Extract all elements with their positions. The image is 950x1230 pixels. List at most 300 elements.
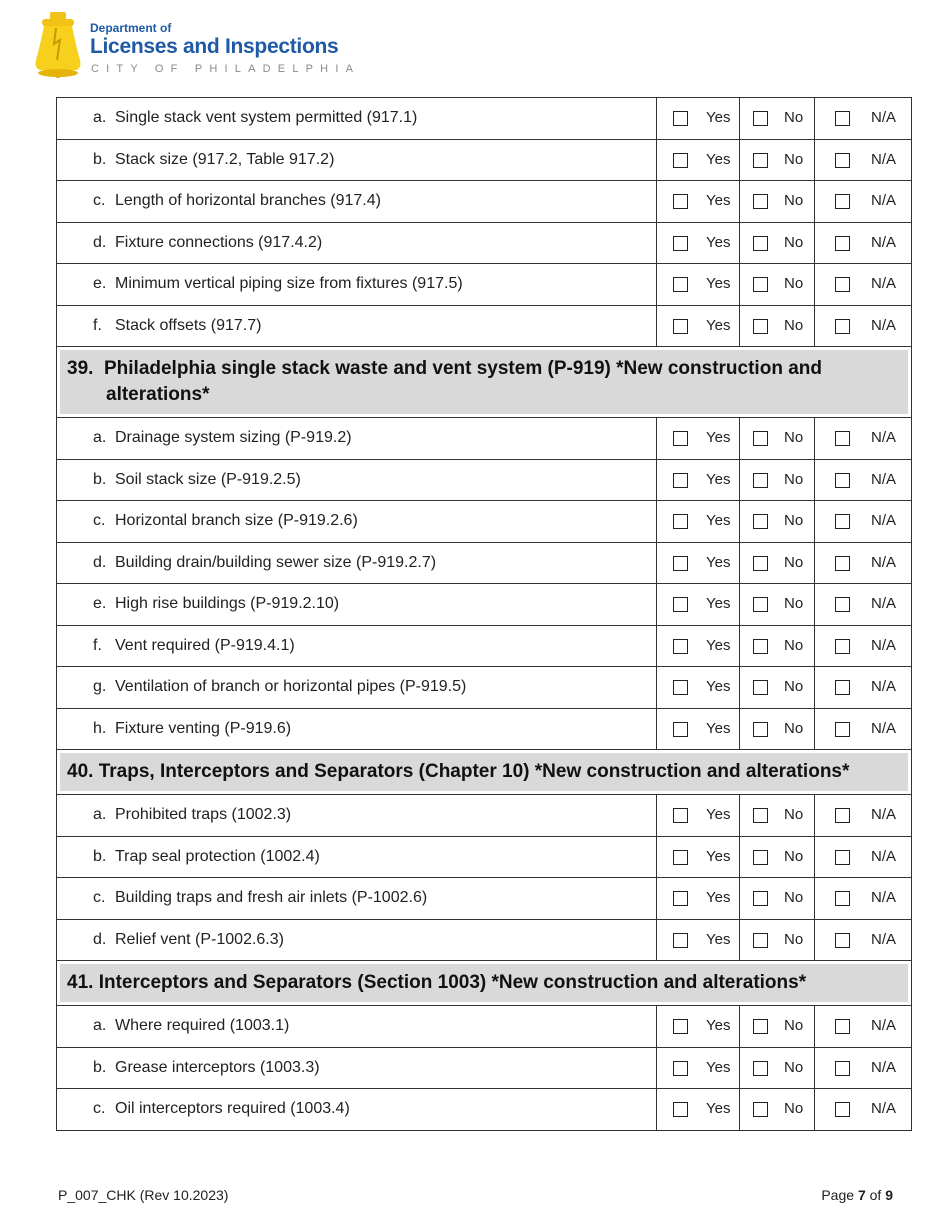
option-na-cell [815, 584, 912, 626]
option-yes-cell [657, 667, 740, 709]
no-label: No [784, 429, 804, 446]
no-checkbox[interactable] [753, 891, 768, 906]
checklist-row [57, 1006, 912, 1048]
item-text: Length of horizontal branches (917.4) [115, 192, 381, 210]
option-na-cell [815, 459, 912, 501]
na-checkbox[interactable] [835, 319, 850, 334]
no-checkbox[interactable] [753, 153, 768, 168]
yes-label: Yes [706, 806, 731, 823]
no-label: No [784, 678, 804, 695]
checklist-item [57, 584, 657, 626]
item-letter: e. [93, 595, 107, 613]
yes-label: Yes [706, 1017, 731, 1034]
yes-label: Yes [706, 233, 731, 251]
no-checkbox[interactable] [753, 194, 768, 209]
option-yes-cell [657, 98, 740, 140]
option-na-cell [815, 418, 912, 460]
yes-label: Yes [706, 595, 731, 612]
item-letter: d. [93, 233, 107, 251]
na-checkbox[interactable] [835, 111, 850, 126]
no-checkbox[interactable] [753, 111, 768, 126]
section-header-row [57, 347, 912, 418]
option-no-cell [740, 222, 815, 264]
item-letter: c. [93, 1100, 106, 1118]
no-checkbox[interactable] [753, 556, 768, 571]
department-logo [30, 10, 370, 80]
option-no-cell [740, 708, 815, 750]
item-letter: b. [93, 470, 107, 488]
item-letter: b. [93, 150, 107, 168]
checklist-row [57, 98, 912, 140]
item-text: Building drain/building sewer size (P-919.2.7) [115, 553, 437, 571]
yes-checkbox[interactable] [673, 277, 688, 292]
item-text: Oil interceptors required (1003.4) [115, 1100, 350, 1118]
no-label: No [784, 470, 804, 488]
na-checkbox[interactable] [835, 514, 850, 529]
yes-label: Yes [706, 930, 731, 948]
item-text: Building traps and fresh air inlets (P-1002.6) [115, 889, 428, 907]
option-na-cell [815, 139, 912, 181]
yes-label: Yes [706, 470, 731, 488]
form-id: P_007_CHK (Rev 10.2023) [58, 1187, 229, 1203]
na-label: N/A [871, 889, 897, 906]
option-na-cell [815, 98, 912, 140]
section-header-cell [57, 347, 912, 418]
yes-checkbox[interactable] [673, 473, 688, 488]
logo-line-department: Department of [90, 21, 172, 35]
yes-checkbox[interactable] [673, 236, 688, 251]
checklist-item [57, 98, 657, 140]
option-no-cell [740, 584, 815, 626]
yes-label: Yes [706, 553, 731, 571]
no-checkbox[interactable] [753, 319, 768, 334]
no-checkbox[interactable] [753, 722, 768, 737]
na-label: N/A [871, 930, 897, 948]
no-checkbox[interactable] [753, 1061, 768, 1076]
option-na-cell [815, 667, 912, 709]
item-text: Where required (1003.1) [115, 1017, 290, 1035]
no-label: No [784, 553, 804, 571]
na-label: N/A [871, 233, 897, 251]
item-letter: c. [93, 192, 106, 210]
option-na-cell [815, 222, 912, 264]
no-label: No [784, 930, 804, 948]
no-label: No [784, 636, 804, 654]
na-label: N/A [871, 678, 897, 695]
page-number [821, 1187, 893, 1203]
na-label: N/A [871, 470, 897, 488]
item-letter: c. [93, 889, 106, 907]
option-yes-cell [657, 878, 740, 920]
checklist-row [57, 584, 912, 626]
na-checkbox[interactable] [835, 808, 850, 823]
option-na-cell [815, 836, 912, 878]
option-yes-cell [657, 139, 740, 181]
na-checkbox[interactable] [835, 850, 850, 865]
no-label: No [784, 1100, 804, 1117]
item-text: Minimum vertical piping size from fixtures (917.5) [115, 275, 463, 293]
checklist-row [57, 264, 912, 306]
item-text: Horizontal branch size (P-919.2.6) [115, 512, 358, 530]
yes-label: Yes [706, 316, 731, 334]
yes-label: Yes [706, 636, 731, 654]
yes-checkbox[interactable] [673, 722, 688, 737]
checklist-item [57, 181, 657, 223]
na-checkbox[interactable] [835, 1061, 850, 1076]
option-no-cell [740, 418, 815, 460]
section-title: Traps, Interceptors and Separators (Chapter 10) *New construction and alterations* [98, 761, 850, 782]
yes-label: Yes [706, 719, 731, 737]
na-checkbox[interactable] [835, 1102, 850, 1117]
option-no-cell [740, 836, 815, 878]
section-number: 39. [67, 358, 94, 379]
option-no-cell [740, 264, 815, 306]
na-checkbox[interactable] [835, 680, 850, 695]
no-checkbox[interactable] [753, 431, 768, 446]
option-na-cell [815, 795, 912, 837]
checklist-row [57, 181, 912, 223]
yes-checkbox[interactable] [673, 431, 688, 446]
item-text: Vent required (P-919.4.1) [115, 636, 295, 654]
checklist-item [57, 667, 657, 709]
option-no-cell [740, 139, 815, 181]
section-number: 41. [67, 972, 94, 993]
option-yes-cell [657, 1089, 740, 1131]
no-checkbox[interactable] [753, 1102, 768, 1117]
na-label: N/A [871, 1058, 897, 1076]
checklist-item [57, 1006, 657, 1048]
na-label: N/A [871, 429, 897, 446]
yes-checkbox[interactable] [673, 153, 688, 168]
item-letter: c. [93, 512, 106, 530]
section-header [60, 350, 908, 414]
option-yes-cell [657, 836, 740, 878]
item-letter: f. [93, 636, 102, 654]
item-letter: h. [93, 719, 107, 737]
yes-checkbox[interactable] [673, 639, 688, 654]
na-label: N/A [871, 595, 897, 612]
na-label: N/A [871, 636, 897, 654]
no-checkbox[interactable] [753, 514, 768, 529]
na-checkbox[interactable] [835, 277, 850, 292]
yes-checkbox[interactable] [673, 680, 688, 695]
yes-checkbox[interactable] [673, 194, 688, 209]
na-checkbox[interactable] [835, 891, 850, 906]
option-na-cell [815, 878, 912, 920]
no-label: No [784, 150, 804, 168]
item-letter: a. [93, 806, 107, 824]
na-label: N/A [871, 275, 897, 292]
yes-label: Yes [706, 1058, 731, 1076]
checklist-item [57, 222, 657, 264]
na-checkbox[interactable] [835, 473, 850, 488]
yes-checkbox[interactable] [673, 597, 688, 612]
na-checkbox[interactable] [835, 597, 850, 612]
yes-checkbox[interactable] [673, 556, 688, 571]
no-label: No [784, 1017, 804, 1034]
yes-checkbox[interactable] [673, 111, 688, 126]
option-no-cell [740, 1047, 815, 1089]
item-text: Stack offsets (917.7) [115, 316, 262, 334]
option-na-cell [815, 708, 912, 750]
na-checkbox[interactable] [835, 1019, 850, 1034]
yes-label: Yes [706, 512, 731, 529]
checklist-item [57, 542, 657, 584]
item-letter: f. [93, 316, 102, 334]
option-yes-cell [657, 708, 740, 750]
page-prefix: Page [821, 1187, 855, 1203]
no-checkbox[interactable] [753, 236, 768, 251]
option-na-cell [815, 1047, 912, 1089]
section-header [60, 964, 908, 1002]
yes-label: Yes [706, 429, 731, 446]
option-yes-cell [657, 919, 740, 961]
no-label: No [784, 316, 804, 334]
option-yes-cell [657, 459, 740, 501]
option-na-cell [815, 542, 912, 584]
checklist-row [57, 418, 912, 460]
yes-checkbox[interactable] [673, 933, 688, 948]
option-na-cell [815, 1089, 912, 1131]
option-yes-cell [657, 795, 740, 837]
checklist-item [57, 139, 657, 181]
no-label: No [784, 806, 804, 823]
checklist-row [57, 1047, 912, 1089]
item-text: Prohibited traps (1002.3) [115, 806, 292, 824]
no-checkbox[interactable] [753, 277, 768, 292]
checklist-item [57, 1089, 657, 1131]
checklist-row [57, 139, 912, 181]
option-no-cell [740, 795, 815, 837]
liberty-bell-icon [30, 10, 86, 78]
yes-checkbox[interactable] [673, 1102, 688, 1117]
option-yes-cell [657, 501, 740, 543]
no-label: No [784, 1058, 804, 1076]
no-checkbox[interactable] [753, 1019, 768, 1034]
item-text: Trap seal protection (1002.4) [115, 847, 320, 865]
na-label: N/A [871, 1017, 897, 1034]
checklist-row [57, 459, 912, 501]
na-label: N/A [871, 719, 897, 737]
yes-checkbox[interactable] [673, 1019, 688, 1034]
yes-checkbox[interactable] [673, 808, 688, 823]
option-yes-cell [657, 1047, 740, 1089]
yes-checkbox[interactable] [673, 1061, 688, 1076]
option-na-cell [815, 181, 912, 223]
checklist-row [57, 836, 912, 878]
na-label: N/A [871, 847, 897, 865]
item-text: High rise buildings (P-919.2.10) [115, 595, 340, 613]
option-no-cell [740, 542, 815, 584]
na-checkbox[interactable] [835, 153, 850, 168]
checklist-row [57, 625, 912, 667]
na-checkbox[interactable] [835, 556, 850, 571]
option-no-cell [740, 181, 815, 223]
na-label: N/A [871, 192, 897, 209]
checklist-row [57, 795, 912, 837]
na-checkbox[interactable] [835, 639, 850, 654]
option-no-cell [740, 305, 815, 347]
checklist-item [57, 625, 657, 667]
yes-label: Yes [706, 150, 731, 168]
checklist-item [57, 836, 657, 878]
no-checkbox[interactable] [753, 933, 768, 948]
option-na-cell [815, 625, 912, 667]
na-label: N/A [871, 316, 897, 334]
yes-label: Yes [706, 678, 731, 695]
yes-checkbox[interactable] [673, 891, 688, 906]
yes-label: Yes [706, 847, 731, 865]
section-header-row [57, 961, 912, 1006]
no-label: No [784, 719, 804, 737]
no-checkbox[interactable] [753, 473, 768, 488]
yes-label: Yes [706, 275, 731, 292]
option-yes-cell [657, 418, 740, 460]
item-text: Drainage system sizing (P-919.2) [115, 429, 352, 447]
option-yes-cell [657, 542, 740, 584]
item-letter: d. [93, 930, 107, 948]
section-header-cell [57, 961, 912, 1006]
no-label: No [784, 233, 804, 251]
yes-label: Yes [706, 192, 731, 209]
option-yes-cell [657, 1006, 740, 1048]
na-label: N/A [871, 109, 897, 126]
checklist-row [57, 878, 912, 920]
item-letter: a. [93, 1017, 107, 1035]
page-of: of [869, 1187, 882, 1203]
logo-line-city: CITY OF PHILADELPHIA [91, 63, 361, 75]
logo-line-licenses: Licenses and Inspections [90, 35, 339, 58]
na-checkbox[interactable] [835, 431, 850, 446]
na-label: N/A [871, 150, 897, 168]
option-na-cell [815, 1006, 912, 1048]
yes-checkbox[interactable] [673, 514, 688, 529]
option-no-cell [740, 878, 815, 920]
checklist-item [57, 305, 657, 347]
section-number: 40. [67, 761, 94, 782]
checklist-item [57, 264, 657, 306]
na-checkbox[interactable] [835, 722, 850, 737]
no-label: No [784, 512, 804, 529]
option-yes-cell [657, 584, 740, 626]
option-no-cell [740, 98, 815, 140]
no-label: No [784, 595, 804, 612]
item-letter: b. [93, 1058, 107, 1076]
section-title: Philadelphia single stack waste and vent system (P-919) *New construction and alterations* [103, 358, 822, 405]
checklist-item [57, 878, 657, 920]
option-no-cell [740, 1006, 815, 1048]
checklist-item [57, 795, 657, 837]
yes-label: Yes [706, 1100, 731, 1117]
item-letter: d. [93, 553, 107, 571]
na-checkbox[interactable] [835, 933, 850, 948]
checklist-item [57, 418, 657, 460]
no-label: No [784, 192, 804, 209]
checklist-row [57, 1089, 912, 1131]
yes-checkbox[interactable] [673, 319, 688, 334]
section-header-row [57, 750, 912, 795]
na-label: N/A [871, 553, 897, 571]
item-text: Fixture venting (P-919.6) [115, 719, 292, 737]
yes-label: Yes [706, 109, 731, 126]
no-checkbox[interactable] [753, 808, 768, 823]
na-checkbox[interactable] [835, 194, 850, 209]
no-label: No [784, 275, 804, 292]
item-text: Single stack vent system permitted (917.1) [115, 109, 418, 127]
inspection-checklist-table [56, 97, 912, 1131]
item-text: Soil stack size (P-919.2.5) [115, 470, 301, 488]
checklist-item [57, 919, 657, 961]
option-yes-cell [657, 305, 740, 347]
page-total: 9 [885, 1187, 893, 1203]
no-checkbox[interactable] [753, 680, 768, 695]
yes-label: Yes [706, 889, 731, 906]
option-no-cell [740, 625, 815, 667]
yes-checkbox[interactable] [673, 850, 688, 865]
option-na-cell [815, 305, 912, 347]
item-text: Grease interceptors (1003.3) [115, 1058, 320, 1076]
na-checkbox[interactable] [835, 236, 850, 251]
no-checkbox[interactable] [753, 639, 768, 654]
option-no-cell [740, 667, 815, 709]
option-no-cell [740, 501, 815, 543]
checklist-item [57, 501, 657, 543]
checklist-item [57, 1047, 657, 1089]
section-title: Interceptors and Separators (Section 1003) *New construction and alterations* [98, 972, 807, 993]
na-label: N/A [871, 1100, 897, 1117]
item-text: Fixture connections (917.4.2) [115, 233, 323, 251]
option-na-cell [815, 264, 912, 306]
item-text: Relief vent (P-1002.6.3) [115, 930, 284, 948]
checklist-item [57, 459, 657, 501]
checklist-row [57, 305, 912, 347]
item-letter: b. [93, 847, 107, 865]
no-label: No [784, 109, 804, 126]
option-na-cell [815, 919, 912, 961]
no-checkbox[interactable] [753, 850, 768, 865]
option-yes-cell [657, 181, 740, 223]
checklist-row [57, 919, 912, 961]
page-current: 7 [857, 1187, 866, 1203]
na-label: N/A [871, 512, 897, 529]
checklist-row [57, 501, 912, 543]
option-yes-cell [657, 222, 740, 264]
no-label: No [784, 889, 804, 906]
section-header [60, 753, 908, 791]
checklist-row [57, 667, 912, 709]
option-no-cell [740, 1089, 815, 1131]
item-text: Stack size (917.2, Table 917.2) [115, 150, 335, 168]
na-label: N/A [871, 806, 897, 823]
no-checkbox[interactable] [753, 597, 768, 612]
option-no-cell [740, 459, 815, 501]
section-header-cell [57, 750, 912, 795]
checklist-row [57, 222, 912, 264]
item-letter: a. [93, 109, 107, 127]
checklist-row [57, 708, 912, 750]
option-yes-cell [657, 264, 740, 306]
option-yes-cell [657, 625, 740, 667]
checklist-item [57, 708, 657, 750]
item-letter: g. [93, 678, 107, 696]
item-letter: a. [93, 429, 107, 447]
option-no-cell [740, 919, 815, 961]
item-text: Ventilation of branch or horizontal pipes (P-919.5) [115, 678, 467, 696]
item-letter: e. [93, 275, 107, 293]
option-na-cell [815, 501, 912, 543]
no-label: No [784, 847, 804, 865]
checklist-row [57, 542, 912, 584]
